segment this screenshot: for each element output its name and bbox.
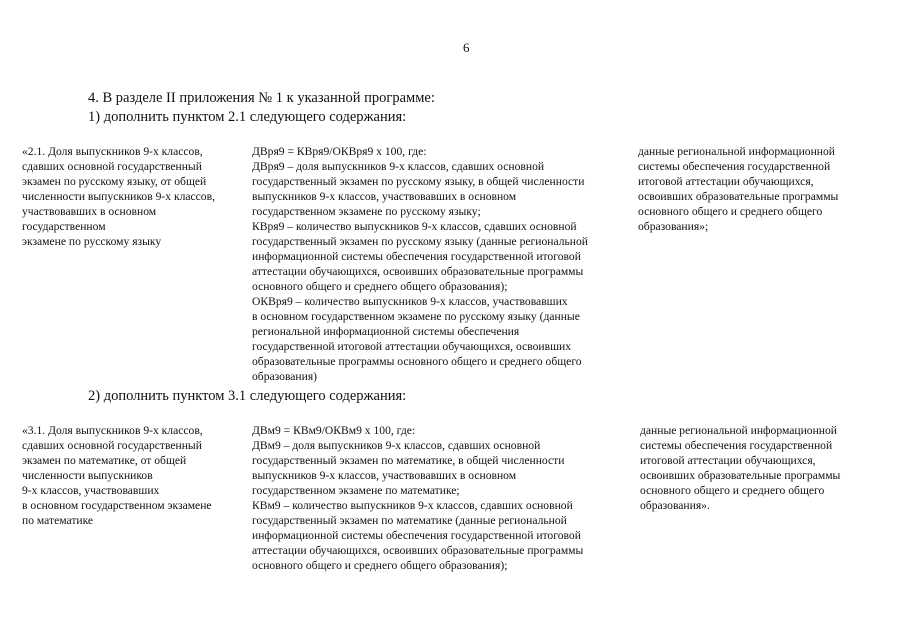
text-line: государственный экзамен по математике (данные региональной — [252, 514, 567, 527]
item-3-1-data-source — [640, 423, 880, 513]
text-line: численности выпускников — [22, 469, 153, 482]
text-line: основного общего и среднего общего — [640, 484, 825, 497]
text-line: освоивших образовательные программы — [640, 469, 841, 482]
text-line: освоивших образовательные программы — [638, 190, 839, 203]
text-line: образования». — [640, 499, 710, 512]
text-line: выпускников 9-х классов, участвовавших в основном — [252, 469, 517, 482]
item-2-1-indicator-name — [22, 144, 247, 249]
text-line: в основном государственном экзамене по русскому языку (данные — [252, 310, 580, 323]
text-line: системы обеспечения государственной — [640, 439, 833, 452]
text-line: государственной итоговой аттестации обучающихся, освоивших — [252, 340, 572, 353]
text-line: данные региональной информационной — [638, 145, 835, 158]
text-line: государственный экзамен по математике, в общей численности — [252, 454, 565, 467]
item-2-1-formula — [252, 144, 632, 384]
page-number: 6 — [463, 40, 470, 55]
text-line: ДВря9 = КВря9/ОКВря9 х 100, где: — [252, 145, 427, 158]
text-line: «2.1. Доля выпускников 9-х классов, — [22, 145, 203, 158]
text-line: сдавших основной государственный — [22, 160, 202, 173]
text-line: государственный экзамен по русскому языку (данные региональной — [252, 235, 589, 248]
text-line: информационной системы обеспечения государственной итоговой — [252, 529, 581, 542]
text-line: государственном экзамене по математике; — [252, 484, 460, 497]
text-line: КВря9 – количество выпускников 9-х классов, сдавших основной — [252, 220, 577, 233]
text-line: ДВря9 – доля выпускников 9-х классов, сдавших основной — [252, 160, 545, 173]
text-line: региональной информационной системы обеспечения — [252, 325, 520, 338]
text-line: 9-х классов, участвовавших — [22, 484, 160, 497]
text-line: ДВм9 = КВм9/ОКВм9 х 100, где: — [252, 424, 416, 437]
item-3-1-indicator-name — [22, 423, 247, 528]
text-line: образования) — [252, 370, 318, 383]
text-line: экзамен по математике, от общей — [22, 454, 187, 467]
text-line: ОКВря9 – количество выпускников 9-х классов, участвовавших — [252, 295, 568, 308]
text-line: аттестации обучающихся, освоивших образовательные программы — [252, 265, 584, 278]
text-line: КВм9 – количество выпускников 9-х классов, сдавших основной — [252, 499, 573, 512]
text-line: численности выпускников 9-х классов, — [22, 190, 215, 203]
text-line: по математике — [22, 514, 94, 527]
item-3-1-formula — [252, 423, 632, 573]
text-line: экзамен по русскому языку, от общей — [22, 175, 207, 188]
section-heading: 4. В разделе II приложения № 1 к указанной программе: — [88, 90, 435, 106]
subheading-point-2: 2) дополнить пунктом 3.1 следующего содержания: — [88, 388, 407, 404]
text-line: государственном экзамене по русскому языку; — [252, 205, 481, 218]
text-line: образования»; — [638, 220, 709, 233]
text-line: информационной системы обеспечения государственной итоговой — [252, 250, 581, 263]
text-line: основного общего и среднего общего образования); — [252, 280, 508, 293]
text-line: экзамене по русскому языку — [22, 235, 162, 248]
text-line: итоговой аттестации обучающихся, — [640, 454, 816, 467]
text-line: государственный экзамен по русскому языку, в общей численности — [252, 175, 585, 188]
text-line: основного общего и среднего общего — [638, 205, 823, 218]
text-line: основного общего и среднего общего образования); — [252, 559, 508, 572]
text-line: «3.1. Доля выпускников 9-х классов, — [22, 424, 203, 437]
subheading-point-1: 1) дополнить пунктом 2.1 следующего содержания: — [88, 109, 407, 125]
text-line: ДВм9 – доля выпускников 9-х классов, сдавших основной — [252, 439, 541, 452]
text-line: данные региональной информационной — [640, 424, 837, 437]
text-line: участвовавших в основном — [22, 205, 157, 218]
text-line: в основном государственном экзамене — [22, 499, 212, 512]
text-line: итоговой аттестации обучающихся, — [638, 175, 814, 188]
text-line: образовательные программы основного общего и среднего общего — [252, 355, 582, 368]
text-line: выпускников 9-х классов, участвовавших в основном — [252, 190, 517, 203]
text-line: аттестации обучающихся, освоивших образовательные программы — [252, 544, 584, 557]
text-line: системы обеспечения государственной — [638, 160, 831, 173]
text-line: государственном — [22, 220, 106, 233]
item-2-1-data-source — [638, 144, 878, 234]
text-line: сдавших основной государственный — [22, 439, 202, 452]
